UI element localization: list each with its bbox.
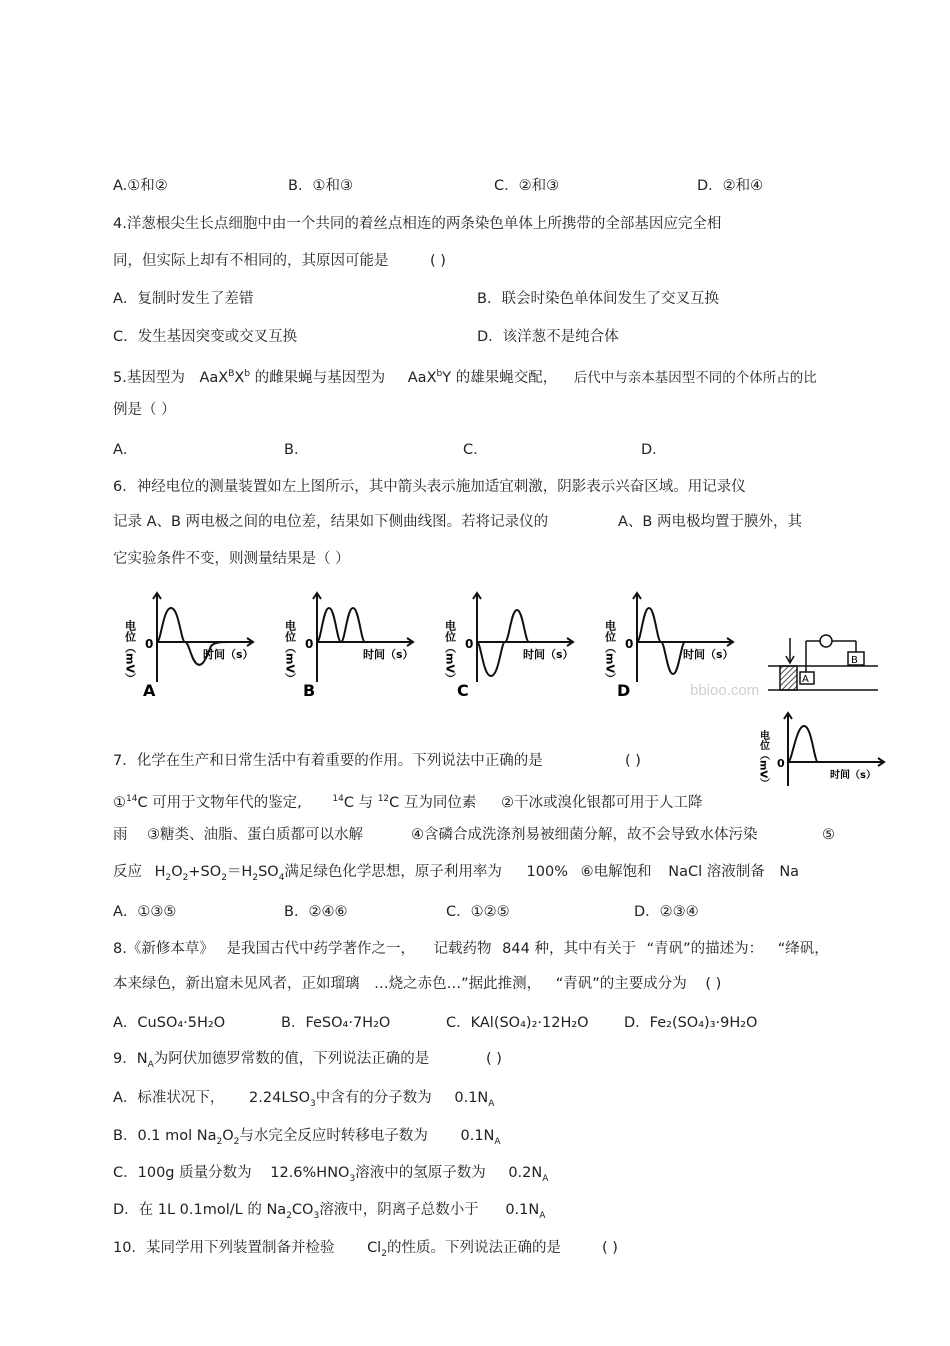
q6-stem-line1: 6．神经电位的测量装置如左上图所示，其中箭头表示施加适宜刺激，阴影表示兴奋区域。用记录仪: [113, 479, 746, 495]
watermark: bbioo.com: [690, 682, 760, 699]
q9-d6: 0.1N: [505, 1202, 540, 1218]
q9-c4: 溶液中的氢原子数为: [355, 1165, 486, 1181]
q8-stem-line2: [113, 974, 721, 994]
q5-option-b: B．: [284, 442, 309, 458]
q8-l1b: 是我国古代中药学著作之一，: [226, 941, 415, 957]
q7-l2e: C 与: [343, 794, 374, 811]
electrode-a-label: A: [802, 674, 809, 685]
q6-recorded-curve: [757, 710, 890, 790]
q4-stem-line2: 同，但实际上却有不相同的，其原因可能是: [113, 253, 389, 269]
q8-option-b: B．FeSO₄·7H₂O: [281, 1015, 391, 1031]
q6-graph-c: [445, 590, 580, 702]
q7-l3d: ⑤: [822, 827, 835, 843]
q9-b3: O: [222, 1128, 234, 1144]
q7-stem-line1: 7．化学在生产和日常生活中有着重要的作用。下列说法中正确的是: [113, 753, 543, 769]
q7-l3b: ③糖类、油脂、蛋白质都可以水解: [147, 827, 363, 843]
q9-option-b: [113, 1126, 501, 1152]
graph-label-b: B: [303, 681, 316, 700]
q6-measurement-device: [760, 632, 880, 694]
q8-stem-line1: [113, 939, 829, 959]
x-axis-label: 时间（s）: [683, 648, 734, 661]
q8-l1e: “青矾”的描述为：: [646, 941, 764, 957]
y-axis-label: 电位（mV）: [757, 730, 769, 789]
q8-l1c: 记载药物: [433, 941, 492, 957]
q7-l4l: 满足绿色化学思想，原子利用率为: [284, 864, 502, 880]
zero-label: 0: [777, 757, 785, 770]
y-axis-label: 电位（mV）: [123, 620, 137, 684]
q5-g1d: b: [244, 369, 251, 379]
y-axis-label: 电位（mV）: [443, 620, 457, 684]
q3-option-b: B．①和③: [288, 178, 353, 194]
zero-label: 0: [305, 637, 314, 651]
q7-l4h: ＝H: [226, 864, 253, 880]
q9-a5: 0.1N: [454, 1090, 489, 1106]
zero-label: 0: [145, 637, 154, 651]
q7-statement-line4: [113, 862, 799, 888]
q4-option-b: B．联会时染色单体间发生了交叉互换: [477, 291, 719, 307]
q5-option-d: D．: [641, 442, 667, 458]
q8-l1a: 8.《新修本草》: [113, 941, 214, 957]
q7-l4o: NaCl 溶液制备: [668, 864, 765, 880]
q5-stem-line2: 例是（ ）: [113, 402, 176, 418]
q9-c2: 12.6%HNO: [270, 1165, 350, 1181]
q7-l4g: 2: [221, 872, 227, 883]
q10-l1a: 10．某同学用下列装置制备并检验: [113, 1240, 335, 1256]
y-axis-label: 电位（mV）: [603, 620, 617, 684]
q7-l2c: C 可用于文物年代的鉴定,: [137, 794, 302, 811]
q5-mid: 的雌果蝇与基因型为: [254, 369, 386, 386]
q9-d3: CO: [291, 1202, 314, 1218]
q3-option-a: A.①和②: [113, 178, 168, 194]
q5-g1a: AaX: [199, 369, 229, 386]
q8-option-d: D．Fe₂(SO₄)₃·9H₂O: [624, 1015, 758, 1031]
q5-g2c: Y: [442, 369, 452, 386]
q3-option-d: D．②和④: [697, 178, 764, 194]
q9-option-a: [113, 1088, 494, 1114]
q9-option-c: [113, 1163, 548, 1189]
q5-stem-line1: [113, 364, 817, 388]
q7-l2b: 14: [126, 794, 138, 804]
q6-stem-line3: 它实验条件不变，则测量结果是（ ）: [113, 551, 350, 567]
q5-option-c: C．: [463, 442, 488, 458]
graph-label-c: C: [457, 681, 469, 700]
q9-stem: [113, 1049, 429, 1075]
q7-l2g: C 互为同位素: [389, 794, 477, 811]
q9-a6: A: [488, 1098, 495, 1109]
zero-label: 0: [625, 637, 634, 651]
q8-option-c: C．KAl(SO₄)₂·12H₂O: [446, 1015, 589, 1031]
q9-a1: A．标准状况下，: [113, 1090, 225, 1106]
q7-option-d: D．②③④: [634, 904, 699, 920]
q8-l2a: 本来绿色，新出窟未见风者，正如瑠璃: [113, 976, 360, 992]
q9-a3: 3: [310, 1098, 316, 1109]
q8-l2c: “青矾”的主要成分为: [555, 976, 687, 992]
q9-b4: 2: [233, 1136, 240, 1147]
q9-a4: 中含有的分子数为: [315, 1090, 432, 1106]
q7-l4d: O: [171, 864, 183, 880]
q9-l1b: A: [147, 1059, 154, 1070]
q4-option-c: C．发生基因突变或交叉互换: [113, 329, 298, 345]
q9-c5: 0.2N: [508, 1165, 543, 1181]
q10-stem: [113, 1238, 561, 1264]
q8-l1f: “绛矾，: [777, 941, 829, 957]
x-axis-label: 时间（s）: [830, 770, 876, 781]
q7-l4m: 100%: [526, 864, 568, 880]
q7-l4p: Na: [779, 864, 800, 880]
x-axis-label: 时间（s）: [523, 648, 574, 661]
q6-stem-line2b: A、B 两电极均置于膜外，其: [618, 514, 802, 530]
q6-graph-b: [285, 590, 420, 702]
q9-b6: 0.1N: [460, 1128, 495, 1144]
q4-stem-line1: 4.洋葱根尖生长点细胞中由一个共同的着丝点相连的两条染色单体上所携带的全部基因应完全相: [113, 216, 722, 232]
q9-l1c: 为阿伏加德罗常数的值，下列说法正确的是: [153, 1051, 430, 1067]
q7-l4i: 2: [252, 872, 259, 883]
zero-label: 0: [465, 637, 474, 651]
q7-l4a: 反应: [113, 864, 142, 880]
q10-l1c: 2: [381, 1248, 387, 1259]
q7-l4c: 2: [165, 872, 172, 883]
x-axis-label: 时间（s）: [203, 648, 254, 661]
q7-l4b: H: [154, 864, 166, 880]
q5-genotype-female: [199, 370, 250, 386]
q5-g1c: X: [234, 369, 245, 386]
q7-l4f: +SO: [188, 864, 222, 880]
q3-option-c: C．②和③: [494, 178, 560, 194]
q7-l2a: ①: [113, 794, 126, 811]
q9-b2: 2: [216, 1136, 223, 1147]
q9-b1: B．0.1 mol Na: [113, 1128, 217, 1144]
q7-l2d: 14: [332, 794, 344, 804]
q8-l1d: 844 种，其中有关于: [502, 941, 636, 957]
q9-d7: A: [539, 1210, 546, 1221]
q10-answer-paren: ( ): [602, 1240, 618, 1256]
q5-genotype-male: [408, 370, 451, 386]
q7-l4j: SO: [258, 864, 279, 880]
q9-d2: 2: [286, 1210, 292, 1221]
graph-label-a: A: [143, 681, 156, 700]
q9-b7: A: [494, 1136, 501, 1147]
q5-pre: 5.基因型为: [113, 369, 185, 386]
q4-option-d: D．该洋葱不是纯合体: [477, 329, 619, 345]
electrode-b-label: B: [851, 655, 858, 666]
q9-option-d: [113, 1200, 545, 1226]
q7-answer-paren: ( ): [625, 753, 641, 769]
q7-option-b: B．②④⑥: [284, 904, 348, 920]
q7-statement-line2: [113, 789, 703, 813]
q9-c6: A: [542, 1173, 549, 1184]
q4-option-a: A．复制时发生了差错: [113, 291, 254, 307]
q9-d5: 溶液中，阴离子总数小于: [319, 1202, 479, 1218]
q6-stem-line2a: 记录 A、B 两电极之间的电位差，结果如下侧曲线图。若将记录仪的: [113, 514, 549, 530]
y-axis-label: 电位（mV）: [283, 620, 297, 684]
q8-l2d: ( ): [705, 976, 722, 992]
q9-l1a: 9．N: [113, 1051, 148, 1067]
q9-a2: 2.24LSO: [249, 1090, 311, 1106]
x-axis-label: 时间（s）: [363, 648, 414, 661]
q10-l1d: 的性质。下列说法正确的是: [386, 1240, 561, 1256]
q6-graph-a: [125, 590, 260, 702]
q7-l2h: ②干冰或溴化银都可用于人工降: [501, 794, 703, 811]
q9-c1: C．100g 质量分数为: [113, 1165, 252, 1181]
q7-l4n: ⑥电解饱和: [580, 864, 652, 880]
q9-d4: 3: [313, 1210, 320, 1221]
q9-c3: 3: [349, 1173, 356, 1184]
q7-l4k: 4: [278, 872, 285, 883]
q9-answer-paren: ( ): [486, 1051, 502, 1067]
q9-b5: 与水完全反应时转移电子数为: [239, 1128, 428, 1144]
q5-g2b: b: [436, 369, 443, 379]
q9-d1: D．在 1L 0.1mol/L 的 Na: [113, 1202, 287, 1218]
q10-l1b: Cl: [367, 1240, 382, 1256]
q7-l2f: 12: [377, 794, 390, 804]
q7-l4e: 2: [182, 872, 189, 883]
q8-option-a: A．CuSO₄·5H₂O: [113, 1015, 226, 1031]
q5-g2a: AaX: [407, 369, 437, 386]
q5-g1b: B: [228, 369, 235, 379]
q5-tail: 后代中与亲本基因型不同的个体所占的比: [573, 369, 817, 386]
q7-l3c: ④含磷合成洗涤剂易被细菌分解，故不会导致水体污染: [411, 827, 758, 843]
q7-option-c: C．①②⑤: [446, 904, 510, 920]
q5-post: 的雄果蝇交配，: [455, 369, 558, 386]
q5-option-a: A．: [113, 442, 138, 458]
q7-option-a: A．①③⑤: [113, 904, 177, 920]
q7-l3a: 雨: [113, 827, 128, 843]
q4-answer-paren: ( ): [430, 253, 446, 269]
graph-label-d: D: [617, 681, 631, 700]
q8-l2b: …烧之赤色…”据此推测，: [374, 976, 542, 992]
